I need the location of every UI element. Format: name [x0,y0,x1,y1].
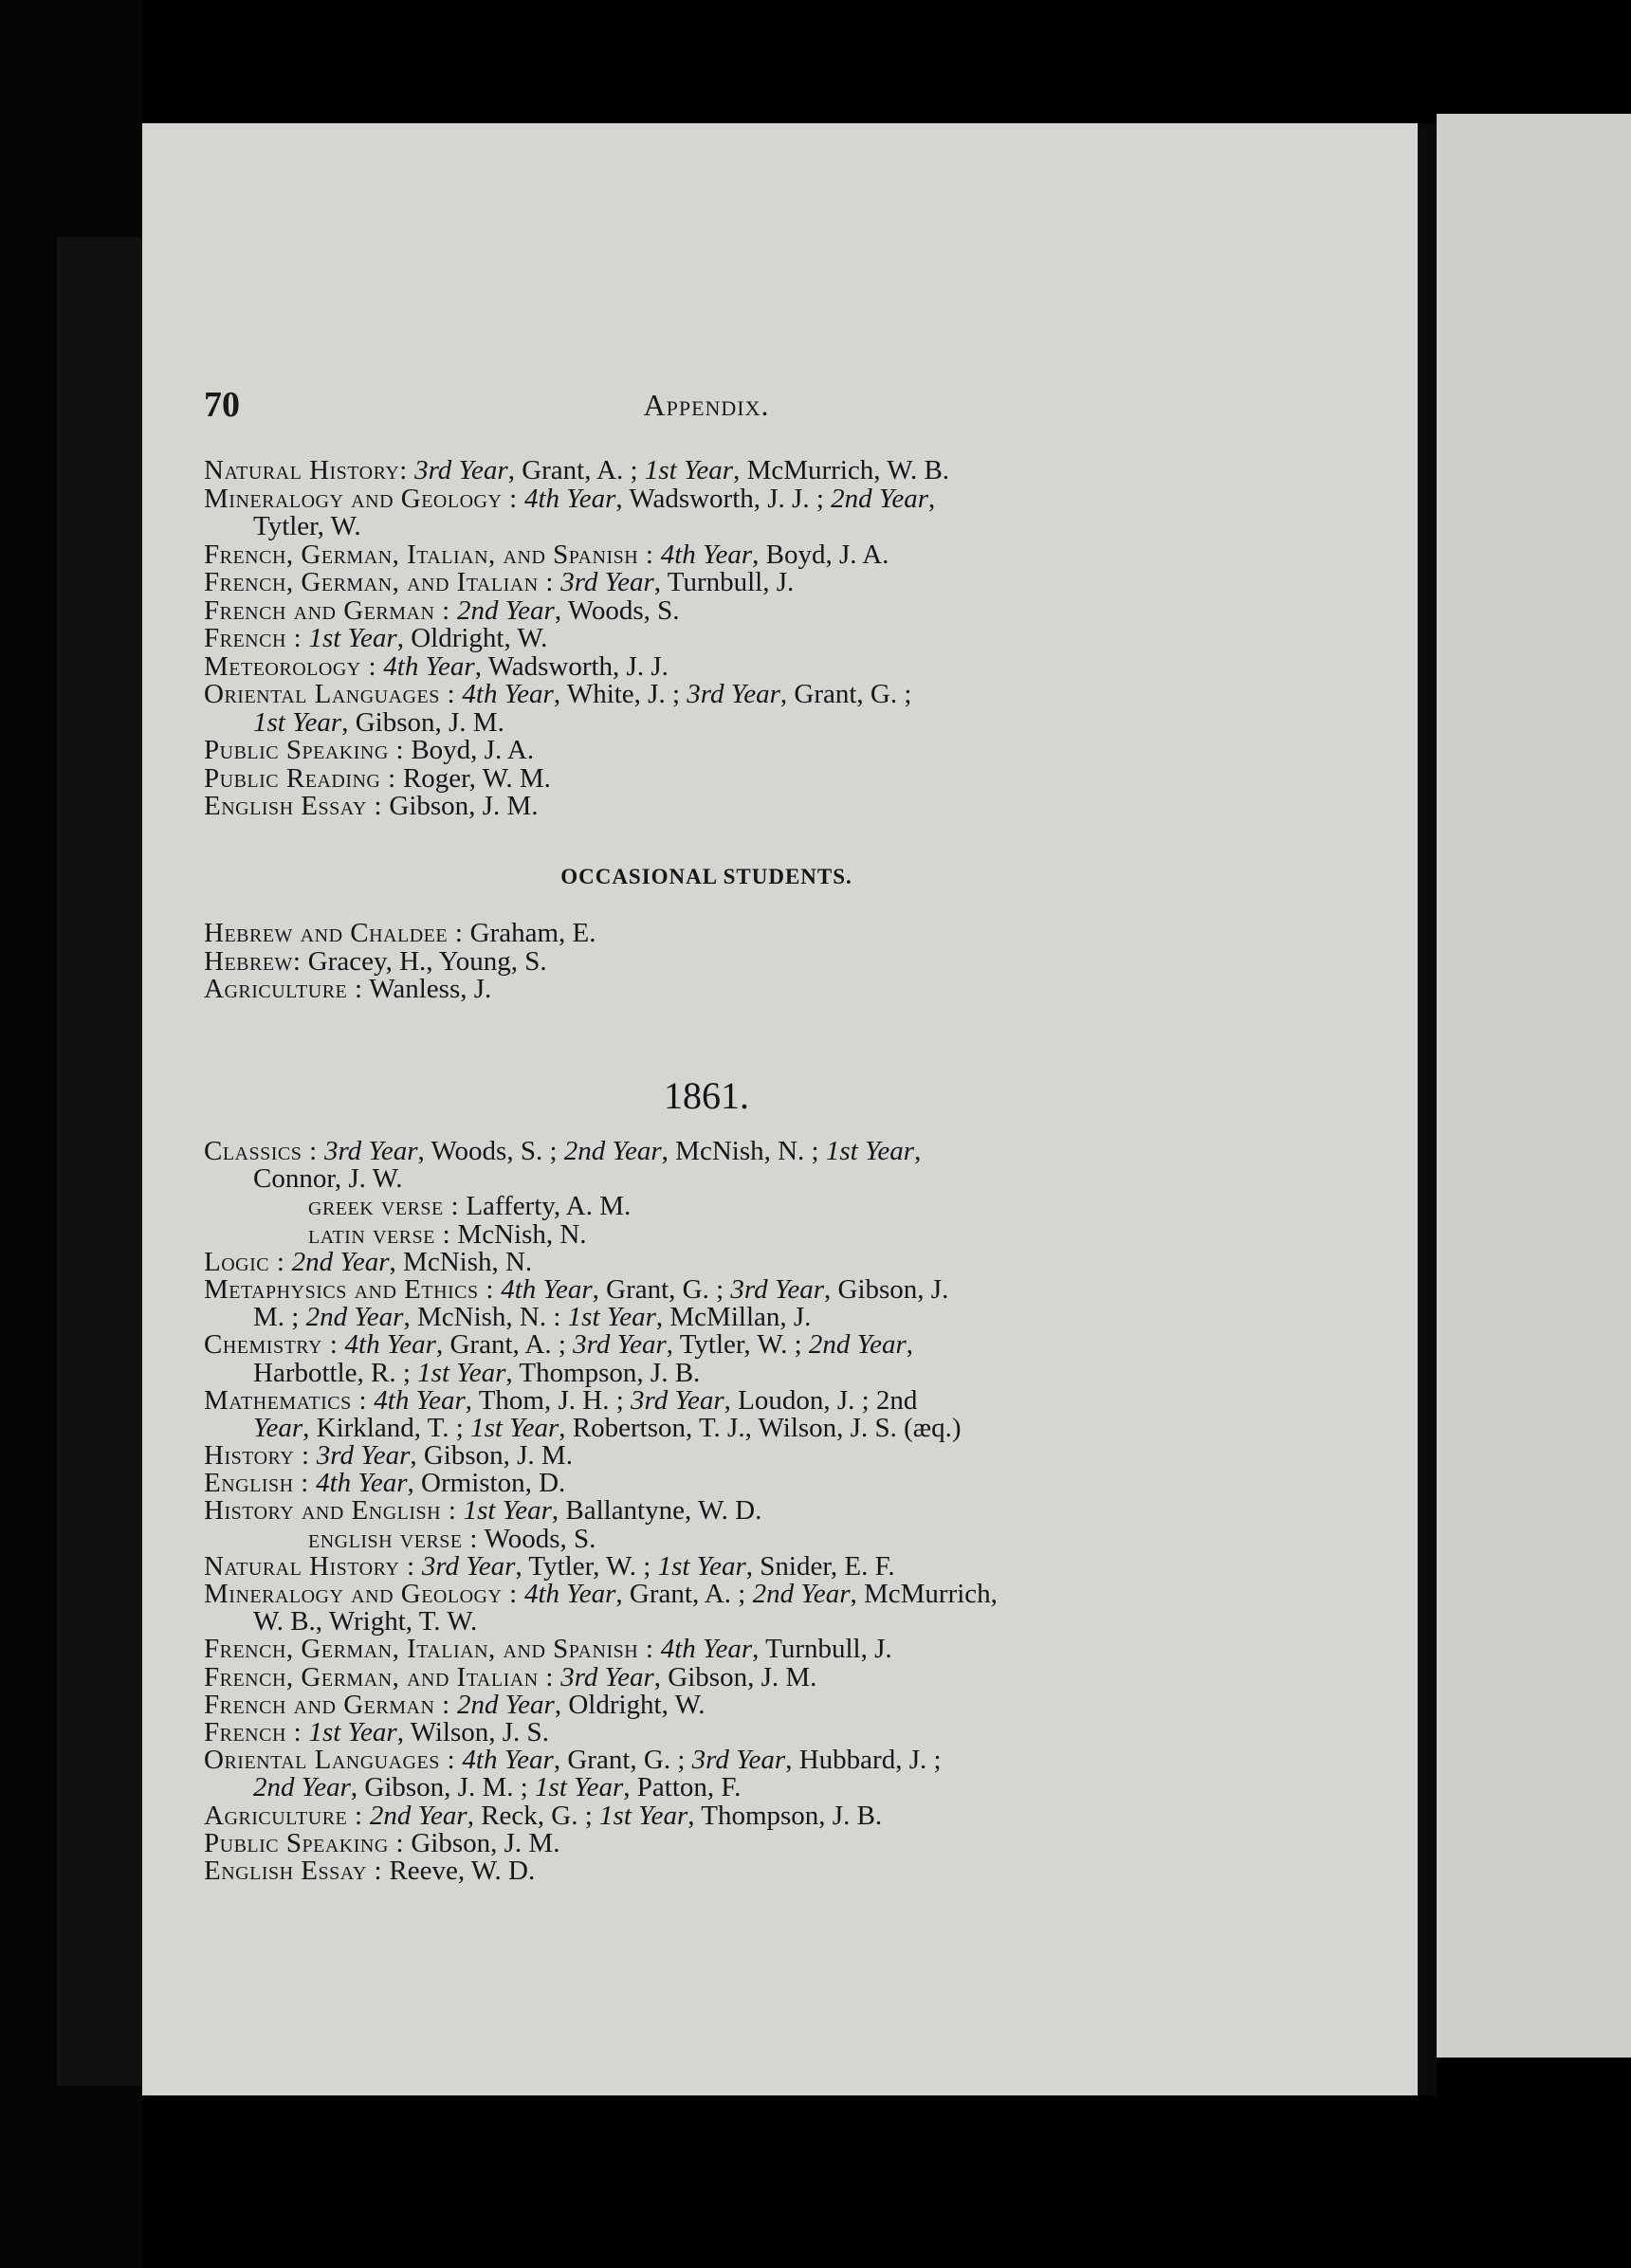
subject-label: Oriental Languages : [204,1745,456,1776]
subject-label: Meteorology : [204,650,377,682]
entry-line [204,737,1209,765]
subject-label: Classics : [204,1136,318,1166]
entry-line [204,1273,1209,1305]
entry-line [204,762,1209,794]
subject-label: French, German, and Italian : [204,567,554,597]
subject-label: Agriculture : [204,1800,363,1831]
entry-text: Harbottle, R. ; 1st Year, Thompson, J. B. [253,1357,701,1388]
entry-text: Graham, E. [463,918,596,948]
subject-label: english verse : [308,1523,478,1554]
entry-line [204,625,1209,653]
entry-text: Wanless, J. [362,974,492,1004]
entry-text: 4th Year, Turnbull, J. [660,1634,892,1665]
entry-text: M. ; 2nd Year, McNish, N. : 1st Year, McMillan, J. [253,1302,812,1333]
entry-text: 2nd Year, Gibson, J. M. ; 1st Year, Patton, F. [253,1772,742,1803]
subject-label: Mineralogy and Geology : [204,483,518,514]
subject-label: Hebrew and Chaldee : [204,918,464,948]
subject-label: latin verse : [308,1218,451,1250]
page-gutter [1427,123,1437,2095]
facing-page-edge [1437,114,1631,2058]
entry-text: 4th Year, Wadsworth, J. J. [383,650,669,682]
entry-text: 4th Year, Grant, A. ; 2nd Year, McMurrich, [523,1579,998,1609]
subject-label: Mineralogy and Geology : [204,1579,518,1609]
entry-line [204,1774,1209,1802]
entry-text: 4th Year, Wadsworth, J. J. ; 2nd Year, [523,483,936,514]
subject-label: Natural History: [204,455,408,485]
subject-label: greek verse : [308,1191,460,1222]
entry-line [204,541,1209,570]
entry-line [204,1550,1209,1582]
entry-line [204,457,1209,485]
subject-label: French : [204,623,302,653]
entry-line [204,1716,1209,1747]
running-head: Appendix. [643,388,770,422]
subject-label: English Essay : [204,791,383,821]
subject-label: Metaphysics and Ethics : [204,1273,494,1305]
entry-line [204,1581,1209,1608]
entry-text: 1st Year, Gibson, J. M. [253,706,504,738]
entry-line [204,976,1209,1004]
entry-line [204,793,1209,821]
entry-line [204,1689,1209,1720]
entry-text: 4th Year, White, J. ; 3rd Year, Grant, G. ; [462,679,912,709]
entry-line [204,945,1209,977]
entry-text: 4th Year, Grant, G. ; 3rd Year, Gibson, J. [501,1273,949,1305]
entry-text: Roger, W. M. [395,762,551,794]
entry-line [204,1827,1209,1858]
honours-list-1860 [204,457,1209,821]
entry-line [204,1470,1209,1497]
subject-label: History and English : [204,1495,457,1527]
subject-label: French : [204,1716,302,1747]
entry-line [204,1357,1209,1388]
occasional-students-list [204,920,1209,1004]
entry-line [204,513,1209,541]
subject-label: Hebrew: [204,945,302,977]
entry-text: Gibson, J. M. [404,1827,560,1858]
entry-text: W. B., Wright, T. W. [253,1606,478,1637]
entry-line [204,594,1209,626]
entry-text: 2nd Year, McNish, N. [291,1246,533,1277]
page-header [204,384,1209,441]
entry-text: 2nd Year, Woods, S. [456,594,680,626]
entry-text: 3rd Year, Gibson, J. M. [560,1661,817,1692]
subject-label: Oriental Languages : [204,679,456,709]
entry-text: 4th Year, Grant, A. ; 3rd Year, Tytler, W. ; 2nd Year, [344,1329,914,1361]
entry-text: 4th Year, Boyd, J. A. [660,539,889,570]
entry-line [204,1304,1209,1331]
entry-line [204,1442,1209,1470]
entry-line [204,650,1209,682]
entry-text: 1st Year, Oldright, W. [308,623,548,653]
subject-label: Logic : [204,1246,285,1277]
subject-label: French, German, and Italian : [204,1661,554,1692]
entry-line [204,1331,1209,1359]
entry-line [204,1608,1209,1636]
entry-line [204,1802,1209,1830]
entry-line [204,681,1209,709]
entry-text: McNish, N. [450,1218,587,1250]
entry-text: 1st Year, Ballantyne, W. D. [463,1495,762,1527]
entry-text: Reeve, W. D. [382,1855,536,1886]
entry-line [204,1857,1209,1885]
subject-label: French, German, Italian, and Spanish : [204,1634,654,1665]
entry-text: 1st Year, Wilson, J. S. [308,1716,549,1747]
entry-text: 4th Year, Ormiston, D. [316,1468,566,1499]
subject-label: French and German : [204,594,450,626]
entry-text: Gibson, J. M. [382,791,539,821]
year-heading: 1861. [664,1074,749,1117]
entry-line [204,1747,1209,1774]
entry-line [204,1636,1209,1663]
subject-label: French and German : [204,1689,450,1720]
subject-label: English Essay : [204,1855,383,1886]
entry-line [204,1384,1209,1416]
entry-line [204,1138,1209,1165]
entry-text: Boyd, J. A. [404,735,535,765]
honours-list-1861 [204,1138,1209,1885]
entry-line [204,1412,1209,1443]
page-number: 70 [204,385,240,425]
entry-text: 4th Year, Thom, J. H. ; 3rd Year, Loudon, J. ; 2nd [374,1384,918,1416]
entry-line [204,920,1209,948]
entry-text: 3rd Year, Grant, A. ; 1st Year, McMurrich, W. B. [414,455,950,485]
occasional-students-heading: OCCASIONAL STUDENTS. [560,865,852,888]
subject-label: Public Speaking : [204,1827,405,1858]
entry-text: Gracey, H., Young, S. [301,945,547,977]
subject-label: English : [204,1468,309,1499]
entry-line [204,569,1209,597]
entry-text: 2nd Year, Oldright, W. [456,1689,706,1720]
entry-text: 3rd Year, Gibson, J. M. [316,1440,573,1472]
book-cover-edge [57,237,142,2086]
entry-text: 3rd Year, Tytler, W. ; 1st Year, Snider, E. F. [421,1550,895,1582]
entry-text: Year, Kirkland, T. ; 1st Year, Robertson, T. J., Wilson, J. S. (æq.) [253,1412,962,1443]
subject-label: French, German, Italian, and Spanish : [204,539,654,570]
entry-text: 4th Year, Grant, G. ; 3rd Year, Hubbard, J. ; [462,1745,942,1776]
entry-line [204,1246,1209,1277]
subject-label: Public Reading : [204,762,396,794]
entry-text: 3rd Year, Turnbull, J. [560,567,795,597]
subject-label: Chemistry : [204,1329,339,1361]
entry-line [204,1523,1209,1554]
subject-label: Agriculture : [204,974,363,1004]
entry-text: Tytler, W. [253,511,361,541]
entry-text: 3rd Year, Woods, S. ; 2nd Year, McNish, N. ; 1st Year, [323,1136,922,1166]
entry-text: Lafferty, A. M. [459,1191,632,1222]
entry-line [204,1661,1209,1692]
subject-label: Public Speaking : [204,735,405,765]
entry-text: Woods, S. [477,1523,596,1554]
entry-line [204,1497,1209,1525]
subject-label: Natural History : [204,1550,415,1582]
entry-line [204,1193,1209,1220]
subject-label: Mathematics : [204,1384,368,1416]
entry-text: Connor, J. W. [253,1163,403,1195]
entry-line [204,706,1209,738]
entry-line [204,1218,1209,1250]
subject-label: History : [204,1440,310,1472]
entry-line [204,1165,1209,1193]
entry-line [204,485,1209,514]
entry-text: 2nd Year, Reck, G. ; 1st Year, Thompson, J. B. [369,1800,883,1831]
